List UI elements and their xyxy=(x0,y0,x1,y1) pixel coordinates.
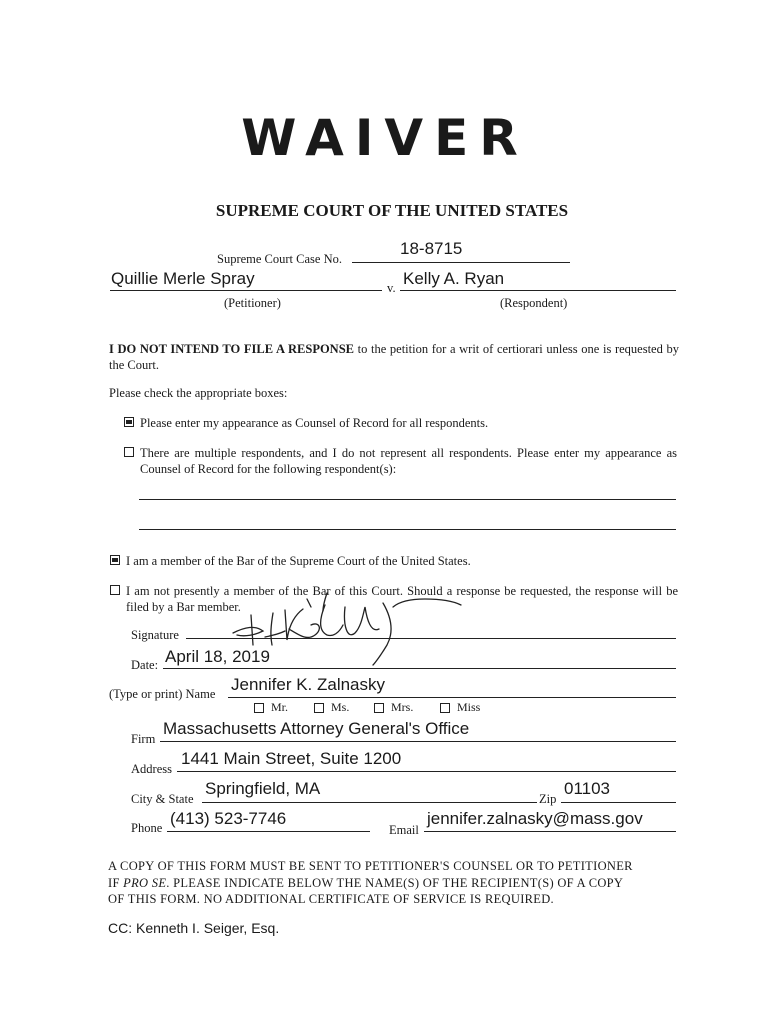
respondent-line-2[interactable] xyxy=(139,529,676,530)
appearance-all-checkbox[interactable] xyxy=(124,417,134,427)
case-number-line xyxy=(352,262,570,263)
date-label: Date: xyxy=(131,658,159,672)
notice-line-2a: IF xyxy=(108,875,124,890)
ms-checkbox[interactable] xyxy=(314,703,324,713)
firm-label: Firm xyxy=(131,732,156,746)
respondent-line xyxy=(400,290,676,291)
not-member-label: I am not presently a member of the Bar of this Court. Should a response be requested, the response will be filed by a Bar member. xyxy=(126,584,678,614)
address-line xyxy=(177,771,676,772)
firm-line xyxy=(160,741,676,742)
date-line xyxy=(163,668,676,669)
case-number-value[interactable]: 18-8715 xyxy=(400,239,463,258)
phone-value[interactable]: (413) 523-7746 xyxy=(170,809,287,828)
notice-line-1: A COPY OF THIS FORM MUST BE SENT TO PETITIONER'S COUNSEL OR TO PETITIONER xyxy=(108,859,633,873)
multiple-respondents-checkbox[interactable] xyxy=(124,447,134,457)
email-label: Email xyxy=(389,823,419,837)
case-number-label: Supreme Court Case No. xyxy=(217,252,342,266)
name-value[interactable]: Jennifer K. Zalnasky xyxy=(231,675,386,694)
miss-checkbox[interactable] xyxy=(440,703,450,713)
email-line xyxy=(424,831,676,832)
name-line xyxy=(228,697,676,698)
bar-member-checkbox[interactable] xyxy=(110,555,120,565)
address-label: Address xyxy=(131,762,172,776)
name-label: (Type or print) Name xyxy=(109,687,216,701)
court-name: SUPREME COURT OF THE UNITED STATES xyxy=(215,201,569,220)
phone-label: Phone xyxy=(131,821,163,835)
respondent-caption: (Respondent) xyxy=(500,296,568,310)
phone-line xyxy=(167,831,370,832)
instructions: Please check the appropriate boxes: xyxy=(109,386,288,400)
copy-notice xyxy=(108,858,678,908)
bar-member-label: I am a member of the Bar of the Supreme Court of the United States. xyxy=(126,554,471,568)
petitioner-name[interactable]: Quillie Merle Spray xyxy=(111,269,255,288)
respondent-name[interactable]: Kelly A. Ryan xyxy=(403,269,505,288)
city-state-value[interactable]: Springfield, MA xyxy=(205,779,321,798)
zip-label: Zip xyxy=(539,792,557,806)
city-state-label: City & State xyxy=(131,792,194,806)
email-value[interactable]: jennifer.zalnasky@mass.gov xyxy=(427,809,643,828)
multiple-respondents-label: There are multiple respondents, and I do not represent all respondents. Please enter my appearance as Counsel of Record for the following respondent(s): xyxy=(140,446,677,476)
mrs-checkbox[interactable] xyxy=(374,703,384,713)
zip-line xyxy=(561,802,676,803)
notice-line-2b: . PLEASE INDICATE BELOW THE NAME(S) OF THE RECIPIENT(S) OF A COPY xyxy=(166,875,624,890)
date-value[interactable]: April 18, 2019 xyxy=(165,647,270,666)
versus-label: v. xyxy=(387,281,396,295)
notice-line-3: OF THIS FORM. NO ADDITIONAL CERTIFICATE OF SERVICE IS REQUIRED. xyxy=(108,892,554,906)
form-title: WAIVER xyxy=(241,109,529,167)
miss-label: Miss xyxy=(457,700,481,714)
cc-recipient: CC: Kenneth I. Seiger, Esq. xyxy=(108,920,280,936)
appearance-all-label: Please enter my appearance as Counsel of Record for all respondents. xyxy=(140,416,489,430)
ms-label: Ms. xyxy=(331,700,350,714)
firm-value[interactable]: Massachusetts Attorney General's Office xyxy=(163,719,470,738)
notice-line-2 xyxy=(108,875,678,892)
petitioner-caption: (Petitioner) xyxy=(224,296,281,310)
city-state-line xyxy=(202,802,537,803)
not-member-checkbox[interactable] xyxy=(110,585,120,595)
mr-checkbox[interactable] xyxy=(254,703,264,713)
statement-bold: I DO NOT INTEND TO FILE A RESPONSE xyxy=(109,342,354,356)
notice-pro-se: PRO SE xyxy=(123,875,167,890)
mr-label: Mr. xyxy=(271,700,289,714)
no-response-statement xyxy=(109,341,679,373)
zip-value[interactable]: 01103 xyxy=(564,779,611,798)
address-value[interactable]: 1441 Main Street, Suite 1200 xyxy=(181,749,402,768)
petitioner-line xyxy=(110,290,382,291)
mrs-label: Mrs. xyxy=(391,700,414,714)
signature-label: Signature xyxy=(131,628,179,642)
statement-rest: to the petition for a writ of certiorari unless one is requested by the Court. xyxy=(109,342,679,372)
respondent-line-1[interactable] xyxy=(139,499,676,500)
